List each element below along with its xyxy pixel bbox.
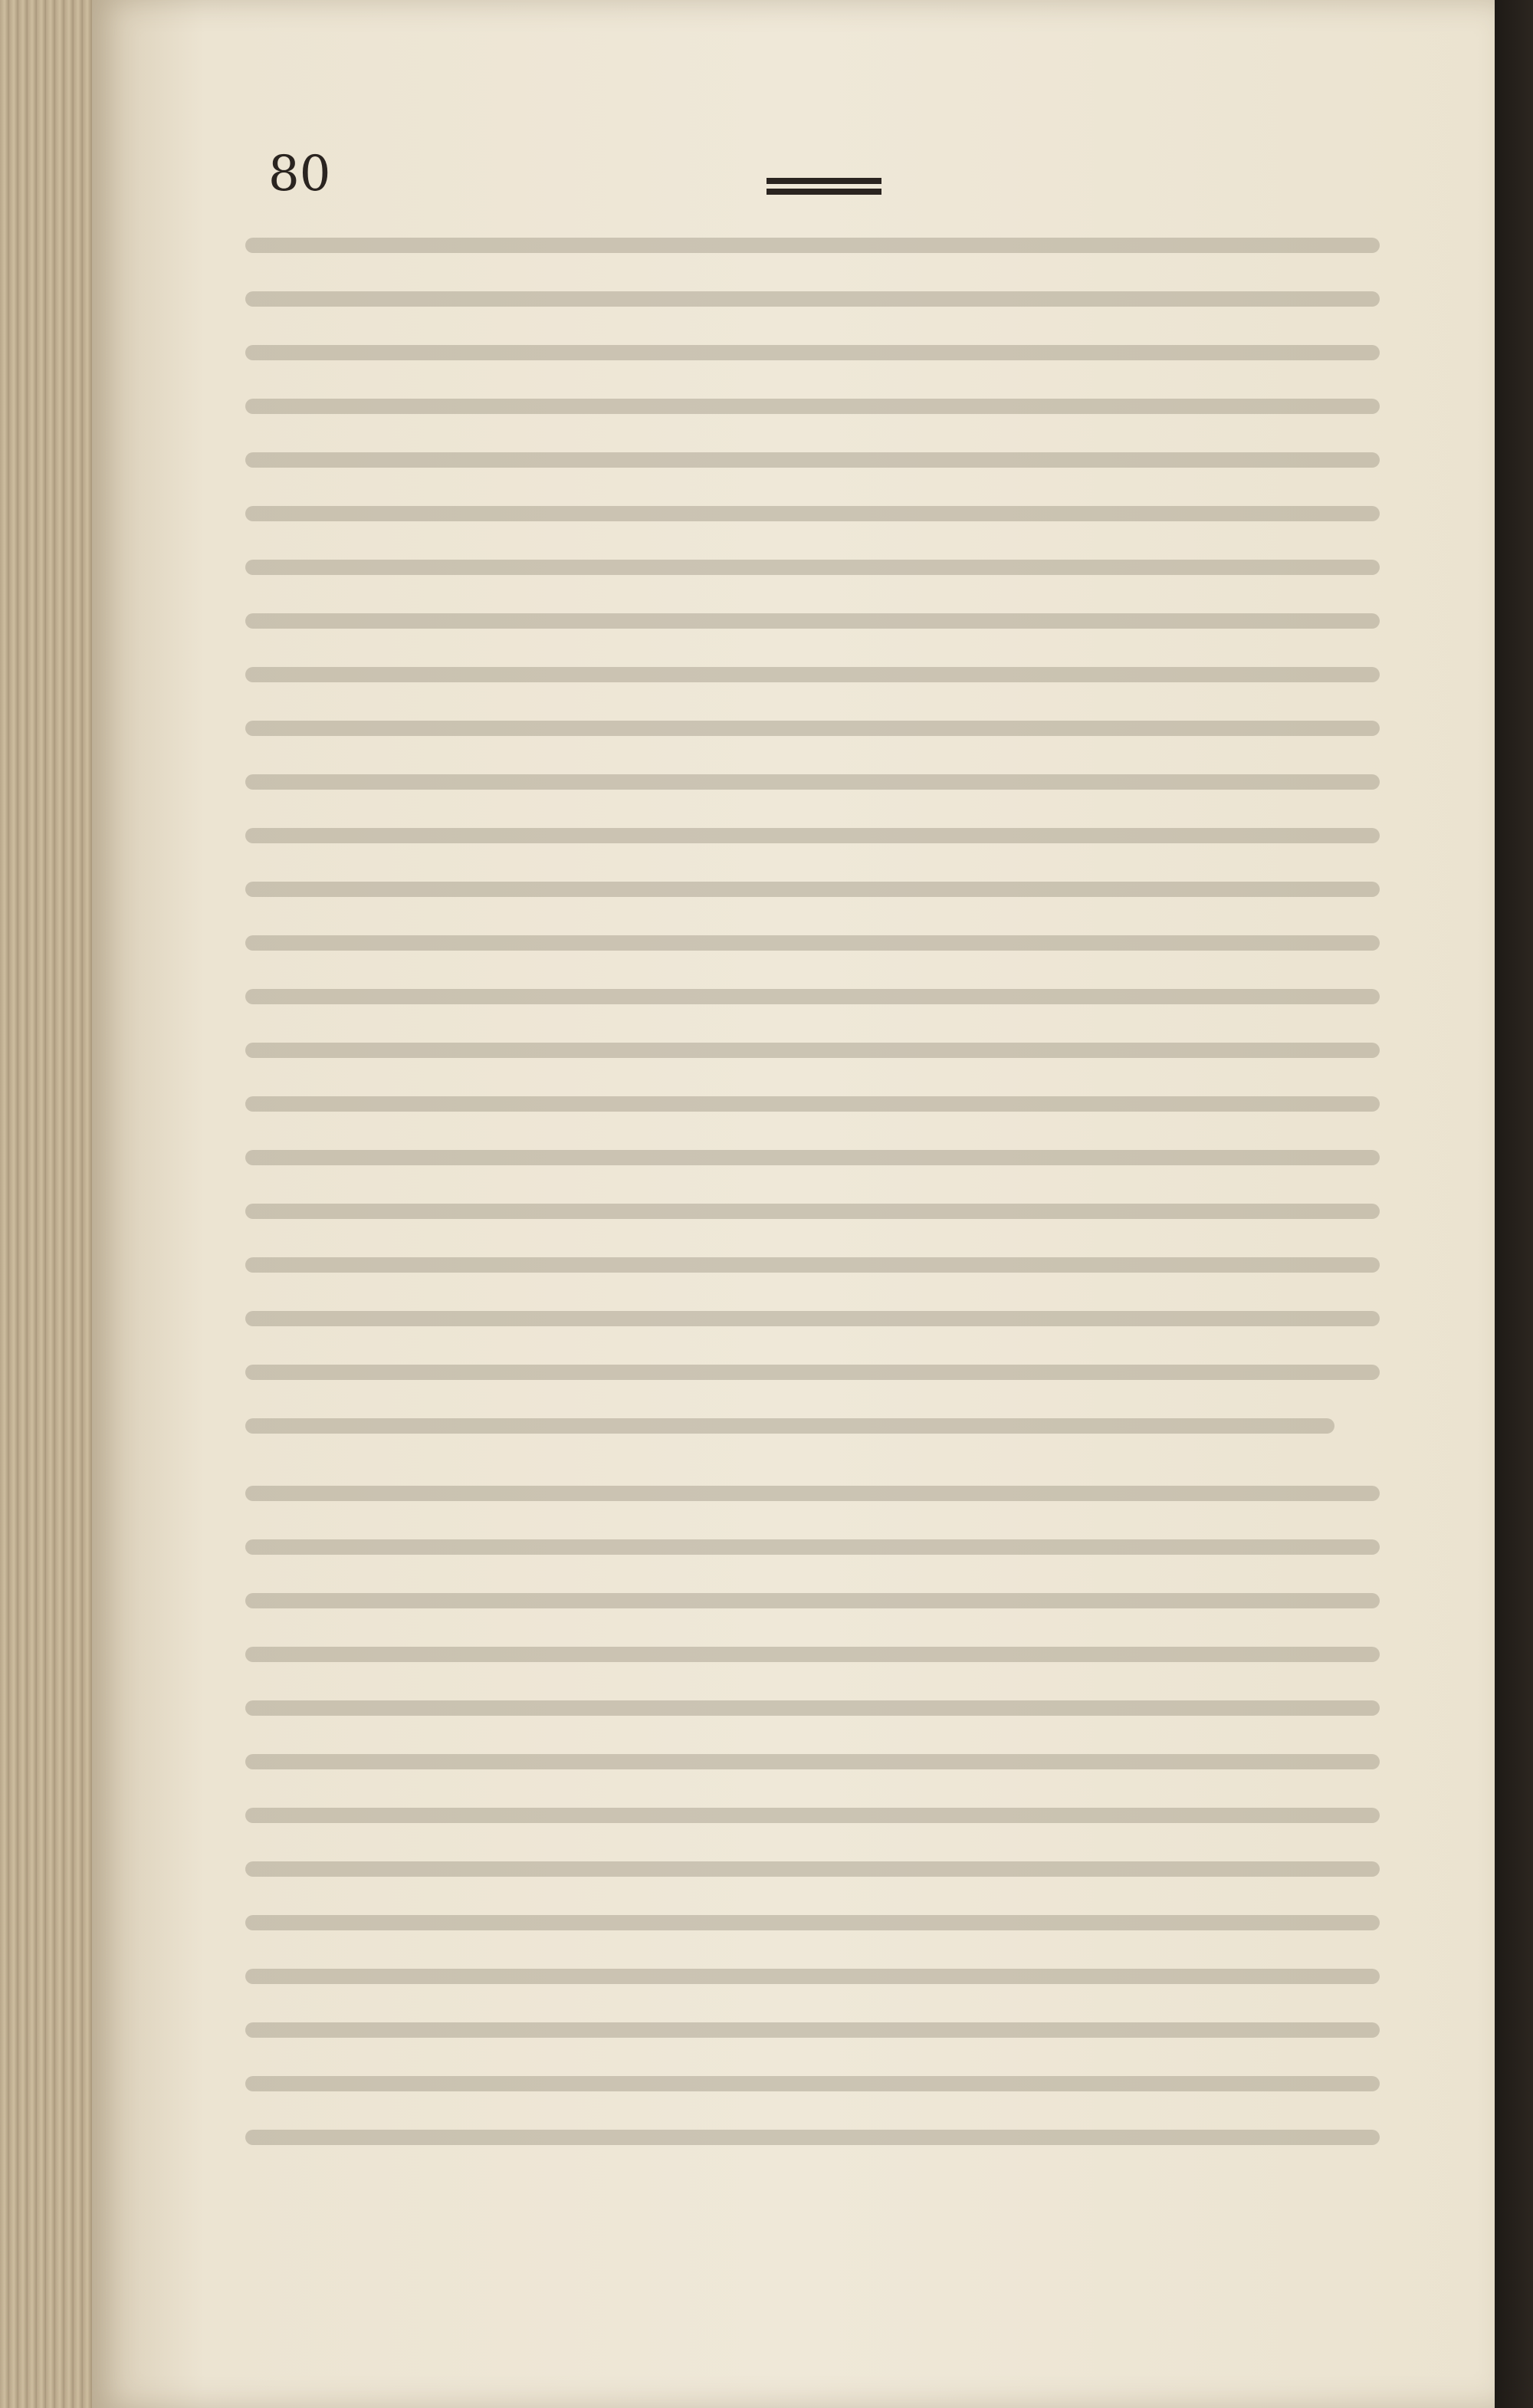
text-line-placeholder <box>245 1647 1380 1662</box>
text-line-placeholder <box>245 1486 1380 1501</box>
text-line-placeholder <box>245 291 1380 307</box>
text-line-placeholder <box>245 1096 1380 1112</box>
text-line-placeholder <box>245 2022 1380 2038</box>
text-line-placeholder <box>245 1311 1380 1326</box>
text-line-placeholder <box>245 560 1380 575</box>
text-line-placeholder <box>245 1593 1380 1608</box>
text-line-placeholder <box>245 721 1380 736</box>
text-line-placeholder <box>245 1418 1334 1434</box>
text-line-placeholder <box>245 1043 1380 1058</box>
text-line-placeholder <box>245 1539 1380 1555</box>
text-line-placeholder <box>245 506 1380 521</box>
text-line-placeholder <box>245 989 1380 1004</box>
text-line-placeholder <box>245 2130 1380 2145</box>
text-line-placeholder <box>245 1754 1380 1769</box>
text-line-placeholder <box>245 1915 1380 1930</box>
text-line-placeholder <box>245 774 1380 790</box>
text-line-placeholder <box>245 935 1380 951</box>
text-line-placeholder <box>245 1150 1380 1165</box>
text-line-placeholder <box>245 452 1380 468</box>
text-line-placeholder <box>245 828 1380 843</box>
text-line-placeholder <box>245 1204 1380 1219</box>
page-number: 80 <box>268 146 331 202</box>
text-line-placeholder <box>245 1808 1380 1823</box>
text-line-placeholder <box>245 1365 1380 1380</box>
text-line-placeholder <box>245 1700 1380 1716</box>
text-line-placeholder <box>245 2076 1380 2091</box>
page-edges <box>0 0 100 2408</box>
double-rule-ornament-icon <box>766 178 881 198</box>
book-spine <box>1495 0 1533 2408</box>
body-text <box>245 238 1380 2183</box>
text-line-placeholder <box>245 1257 1380 1273</box>
text-line-placeholder <box>245 667 1380 682</box>
text-line-placeholder <box>245 345 1380 360</box>
paragraph-gap <box>245 1472 1380 1486</box>
text-line-placeholder <box>245 238 1380 253</box>
text-line-placeholder <box>245 399 1380 414</box>
text-line-placeholder <box>245 882 1380 897</box>
text-line-placeholder <box>245 613 1380 629</box>
text-line-placeholder <box>245 1969 1380 1984</box>
text-line-placeholder <box>245 1861 1380 1877</box>
